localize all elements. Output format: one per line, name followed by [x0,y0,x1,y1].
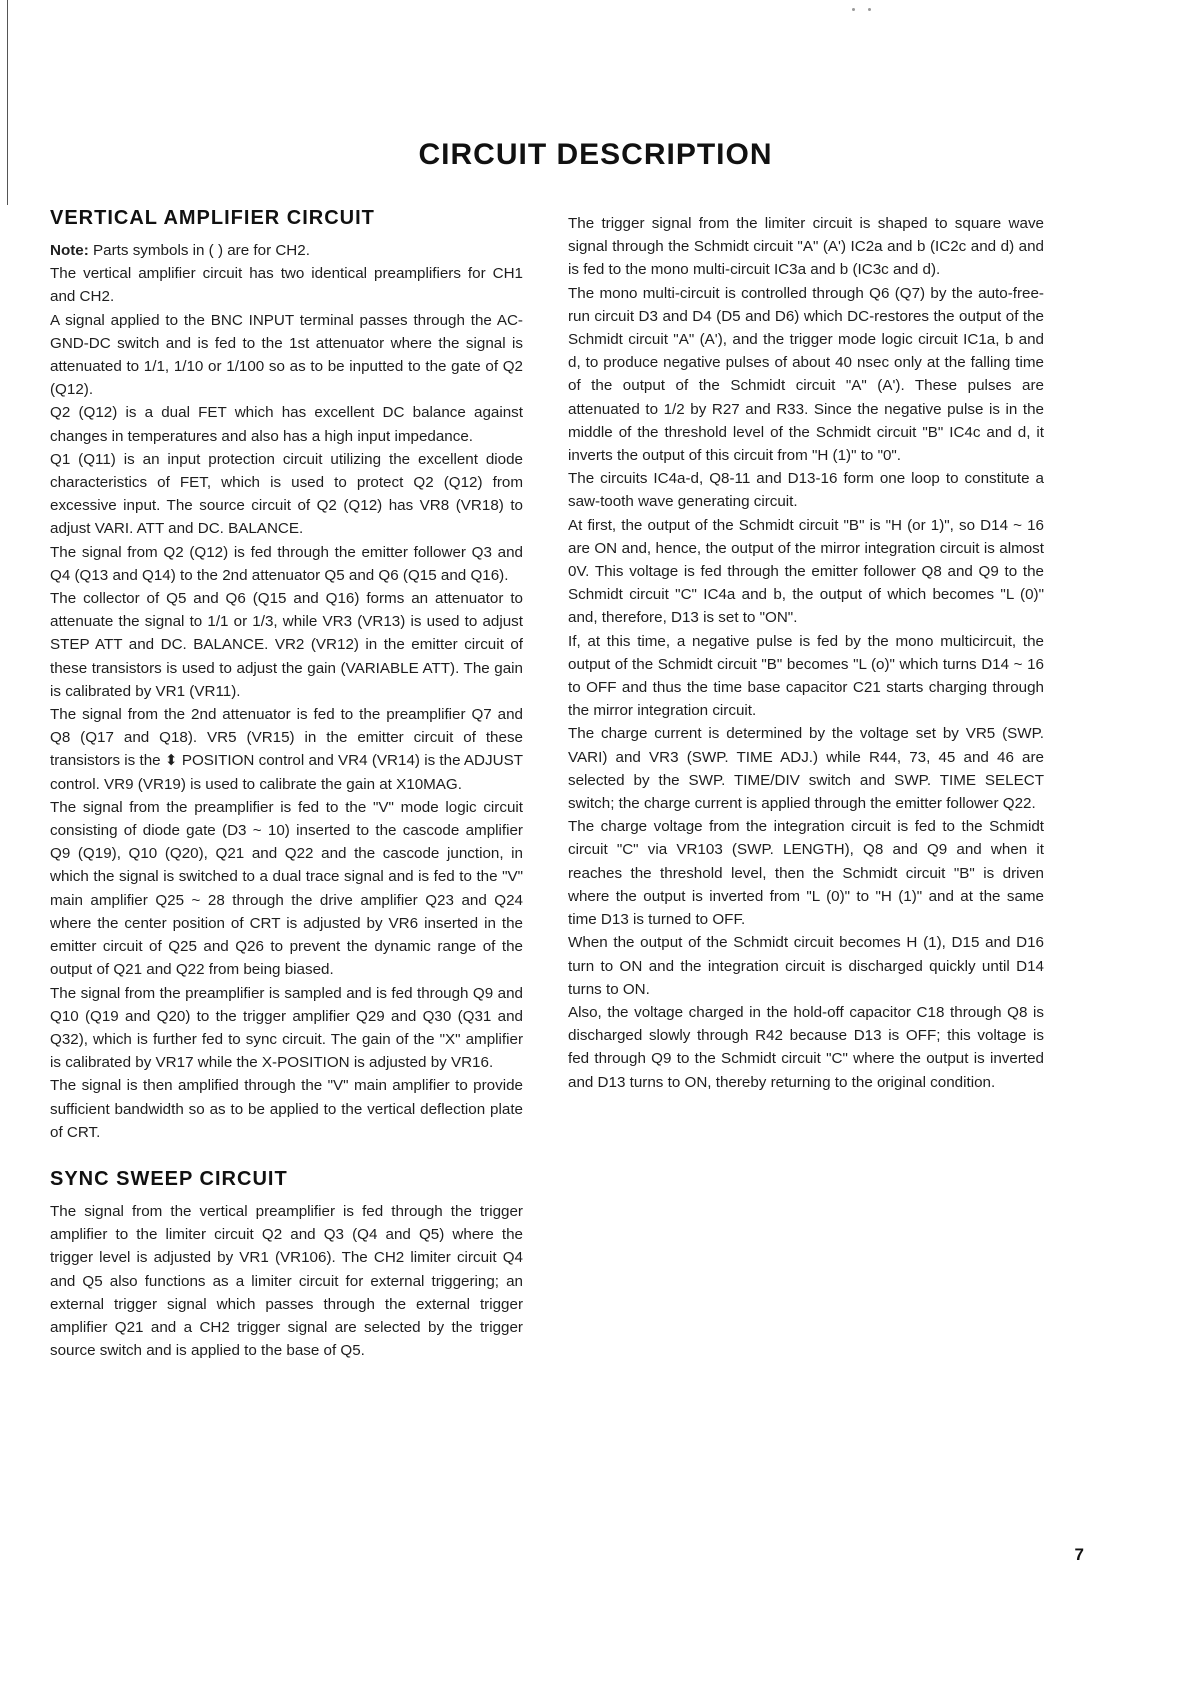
paragraph: The charge current is determined by the voltage set by VR5 (SWP. VARI) and VR3 (SWP. TIME ADJ.) while R44, 73, 45 and 46 are selected by the SWP. TIME/DIV switch and SWP. TIME SELECT switch; the charge current is applied through the emitter follower Q22. [568,725,1044,813]
paragraph: The mono multi-circuit is controlled through Q6 (Q7) by the auto-free-run circuit D3 and D4 (D5 and D6) which DC-restores the output of the Schmidt circuit "A" (A'), and the trigger mode logic circuit IC1a, b and d, to produce negative pulses of about 40 nsec only at the falling time of the output of the Schmidt circuit "A" (A'). These pulses are attenuated to 1/2 by R27 and R33. Since the negative pulse is in the middle of the threshold level of the Schmidt circuit "B" IC4c and d, it inverts the output of this circuit from "H (1)" to "0". [568,284,1044,465]
page-title: CIRCUIT DESCRIPTION [418,138,773,171]
paragraph: When the output of the Schmidt circuit becomes H (1), D15 and D16 turn to ON and the integration circuit is discharged quickly until D14 turns to ON. [568,934,1044,998]
note-text: Parts symbols in ( ) are for CH2. [93,242,310,259]
scan-speck [852,8,855,11]
page-edge-line [7,0,8,205]
note [50,239,523,262]
note-label: Note: [50,242,89,259]
paragraph: The signal from Q2 (Q12) is fed through the emitter follower Q3 and Q4 (Q13 and Q14) to the 2nd attenuator Q5 and Q6 (Q15 and Q16). [50,543,523,584]
section-heading-sync: SYNC SWEEP CIRCUIT [50,1167,288,1190]
paragraph: A signal applied to the BNC INPUT terminal passes through the AC-GND-DC switch and is fed to the 1st attenuator where the signal is attenuated to 1/1, 1/10 or 1/100 so as to be inputted to the gate of Q2 (Q12). [50,311,523,399]
paragraph: The trigger signal from the limiter circuit is shaped to square wave signal through the Schmidt circuit "A" (A') IC2a and b (IC2c and d) and is fed to the mono multi-circuit IC3a and b (IC3c and d). [568,215,1044,279]
paragraph: The signal from the preamplifier is sampled and is fed through Q9 and Q10 (Q19 and Q20) to the trigger amplifier Q29 and Q30 (Q31 and Q32), which is further fed to sync circuit. The gain of the "X" amplifier is calibrated by VR17 while the X-POSITION is adjusted by VR16. [50,984,523,1072]
paragraph: Q2 (Q12) is a dual FET which has excellent DC balance against changes in temperatures and also has a high input impedance. [50,404,523,445]
left-column [50,205,523,1362]
paragraph: The collector of Q5 and Q6 (Q15 and Q16) forms an attenuator to attenuate the signal to 1/1 or 1/3, while VR3 (VR13) is used to adjust STEP ATT and DC. BALANCE. VR2 (VR12) in the emitter circuit of these transistors is used to adjust the gain (VARIABLE ATT). The gain is calibrated by VR1 (VR11). [50,590,523,700]
paragraph: Q1 (Q11) is an input protection circuit utilizing the excellent diode characteristics of FET, which is used to protect Q2 (Q12) from excessive input. The source circuit of Q2 (Q12) has VR8 (VR18) to adjust VARI. ATT and DC. BALANCE. [50,450,523,538]
paragraph: The circuits IC4a-d, Q8-11 and D13-16 form one loop to constitute a saw-tooth wave generating circuit. [568,470,1044,511]
paragraph: At first, the output of the Schmidt circuit "B" is "H (or 1)", so D14 ~ 16 are ON and, hence, the output of the mirror integration circuit is almost 0V. This voltage is fed through the emitter follower Q8 and Q9 to the Schmidt circuit "C" IC4a and b, the output of which becomes "L (0)" and, therefore, D13 is set to "ON". [568,516,1044,627]
paragraph: The vertical amplifier circuit has two identical preamplifiers for CH1 and CH2. [50,265,523,306]
page-number: 7 [1074,1545,1084,1564]
right-column [568,212,1044,1094]
paragraph: The signal from the preamplifier is fed to the "V" mode logic circuit consisting of diode gate (D3 ~ 10) inserted to the cascode amplifier Q9 (Q19), Q10 (Q20), Q21 and Q22 and the cascode junction, in which the signal is switched to a dual trace signal and is fed to the "V" main amplifier Q25 ~ 28 through the drive amplifier Q23 and Q24 where the center position of CRT is adjusted by VR6 inserted in the emitter circuit of Q25 and Q26 to prevent the dynamic range of the output of Q21 and Q22 from being biased. [50,798,523,979]
paragraph: The charge voltage from the integration circuit is fed to the Schmidt circuit "C" via VR103 (SWP. LENGTH), Q8 and Q9 and when it reaches the threshold level, then the Schmidt circuit "B" is driven where the output is inverted from "L (0)" to "H (1)" and at the same time D13 is turned to OFF. [568,818,1044,929]
paragraph: Also, the voltage charged in the hold-off capacitor C18 through Q8 is discharged slowly through R42 because D13 is OFF; this voltage is fed through Q9 to the Schmidt circuit "C" where the output is inverted and D13 turns to ON, thereby returning to the original condition. [568,1003,1044,1091]
section-heading-vertical: VERTICAL AMPLIFIER CIRCUIT [50,207,375,229]
paragraph: If, at this time, a negative pulse is fed by the mono multicircuit, the output of the Schmidt circuit "B" becomes "L (o)" which turns D14 ~ 16 to OFF and thus the time base capacitor C21 starts charging through the mirror integration circuit. [568,632,1044,720]
scan-speck [868,8,871,11]
paragraph: The signal is then amplified through the "V" main amplifier to provide sufficient bandwidth so as to be applied to the vertical deflection plate of CRT. [50,1077,523,1141]
paragraph: The signal from the vertical preamplifier is fed through the trigger amplifier to the limiter circuit Q2 and Q3 (Q4 and Q5) where the trigger level is adjusted by VR1 (VR106). The CH2 limiter circuit Q4 and Q5 also functions as a limiter circuit for external triggering; an external trigger signal which passes through the external trigger amplifier Q21 and a CH2 trigger signal are selected by the trigger source switch and is applied to the base of Q5. [50,1202,523,1360]
paragraph: The signal from the 2nd attenuator is fed to the preamplifier Q7 and Q8 (Q17 and Q18). VR5 (VR15) in the emitter circuit of these transistors is the ⬍ POSITION control and VR4 (VR14) is the ADJUST control. VR9 (VR19) is used to calibrate the gain at X10MAG. [50,706,523,793]
